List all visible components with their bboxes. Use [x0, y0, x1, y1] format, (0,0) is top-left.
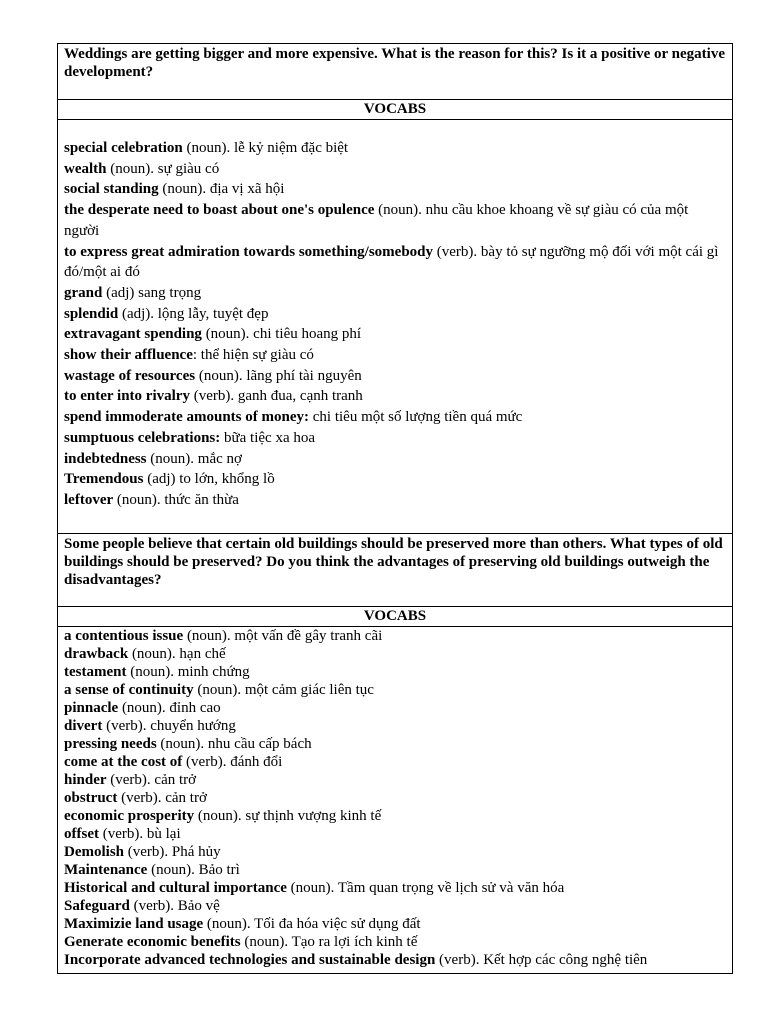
vocab-term: testament	[64, 664, 127, 680]
vocab-definition: (noun). lãng phí tài nguyên	[195, 367, 362, 384]
vocab-item	[64, 879, 726, 897]
vocab-item	[64, 449, 726, 470]
vocab-item	[64, 861, 726, 879]
vocab-term: come at the cost of	[64, 754, 183, 770]
vocab-term: show their affluence	[64, 347, 193, 364]
vocab-definition: (noun). sự thịnh vượng kinh tế	[194, 808, 382, 824]
vocab-term: spend immoderate amounts of money:	[64, 409, 309, 426]
vocab-item	[64, 324, 726, 345]
question-1: Weddings are getting bigger and more expensive. What is the reason for this? Is it a positive or negative development?	[58, 44, 732, 100]
vocab-item	[64, 627, 726, 645]
vocab-term: Demolish	[64, 844, 124, 860]
vocab-definition: (noun). đỉnh cao	[118, 700, 221, 716]
vocab-term: pinnacle	[64, 700, 119, 716]
vocab-definition: (noun). hạn chế	[128, 646, 226, 662]
vocab-item	[64, 645, 726, 663]
vocab-term: indebtedness	[64, 450, 147, 467]
vocab-item	[64, 681, 726, 699]
vocab-item	[64, 386, 726, 407]
vocab-term: economic prosperity	[64, 808, 195, 824]
vocab-definition: (noun). Bảo trì	[147, 862, 240, 878]
vocab-definition: : thể hiện sự giàu có	[192, 347, 314, 364]
vocab-term: obstruct	[64, 790, 118, 806]
vocab-item	[64, 951, 726, 969]
vocab-item	[64, 345, 726, 366]
vocab-definition: (noun). lễ kỷ niệm đặc biệt	[182, 140, 349, 156]
vocab-term: wealth	[64, 160, 107, 177]
question-2: Some people believe that certain old buildings should be preserved more than others. What types of old buildings should be preserved? Do you think the advantages of preserving old buildings outweigh the disadvantages?	[58, 534, 732, 607]
vocab-definition: (noun). một cảm giác liên tục	[193, 682, 374, 698]
vocab-term: to enter into rivalry	[64, 388, 190, 405]
vocab-item	[64, 179, 726, 200]
vocab-definition: (noun). sự giàu có	[106, 160, 220, 177]
vocab-definition: chi tiêu một số lượng tiền quá mức	[309, 409, 523, 426]
vocab-item	[64, 789, 726, 807]
vocab-term: offset	[64, 826, 99, 842]
vocab-term: a contentious issue	[64, 628, 184, 644]
vocab-item	[64, 490, 726, 511]
vocab-term: Maximizie land usage	[64, 916, 204, 932]
vocab-definition: (noun). Tối đa hóa việc sử dụng đất	[203, 916, 421, 932]
vocab-definition: (verb). bày tỏ sự ngưỡng mộ đối với một cái gì đó/một ai đó	[64, 243, 719, 281]
vocab-term: Historical and cultural importance	[64, 880, 287, 896]
vocab-term: sumptuous celebrations:	[64, 429, 221, 446]
vocab-definition: (noun). một vấn đề gây tranh cãi	[183, 628, 383, 644]
vocab-definition: (noun). minh chứng	[126, 664, 250, 680]
vocab-term: a sense of continuity	[64, 682, 194, 698]
vocab-term: social standing	[64, 181, 159, 198]
vocab-term: wastage of resources	[64, 367, 196, 384]
vocab-definition: (noun). Tạo ra lợi ích kinh tế	[240, 934, 418, 950]
vocab-list-1	[58, 120, 732, 534]
vocab-item	[64, 159, 726, 180]
vocab-definition: (noun). nhu cầu cấp bách	[156, 736, 312, 752]
vocab-definition: (noun). mắc nợ	[146, 450, 242, 467]
vocab-definition: bữa tiệc xa hoa	[220, 429, 316, 446]
vocab-definition: (verb). bù lại	[98, 826, 181, 842]
vocab-definition: (noun). chi tiêu hoang phí	[201, 326, 362, 343]
vocab-item	[64, 663, 726, 681]
vocab-item	[64, 304, 726, 325]
vocab-table	[57, 43, 733, 974]
vocab-item	[64, 933, 726, 951]
vocab-term: Maintenance	[64, 862, 148, 878]
vocab-term: leftover	[64, 491, 114, 508]
vocab-item	[64, 717, 726, 735]
vocab-term: Tremendous	[64, 471, 144, 488]
vocab-definition: (noun). địa vị xã hội	[158, 181, 285, 198]
vocab-item	[64, 242, 726, 283]
vocab-item	[64, 807, 726, 825]
vocab-definition: (verb). cản trở	[117, 790, 207, 806]
vocab-definition: (adj) sang trọng	[102, 284, 202, 301]
vocab-item	[64, 469, 726, 490]
vocab-item	[64, 735, 726, 753]
vocab-definition: (verb). ganh đua, cạnh tranh	[189, 388, 363, 405]
vocab-term: to express great admiration towards something/somebody	[64, 243, 434, 260]
vocab-definition: (verb). Bảo vệ	[129, 898, 220, 914]
vocabs-header-2: VOCABS	[58, 607, 732, 627]
vocab-list-2	[58, 627, 732, 973]
vocab-term: drawback	[64, 646, 129, 662]
vocab-definition: (noun). thức ăn thừa	[113, 491, 239, 508]
vocab-term: pressing needs	[64, 736, 157, 752]
vocab-term: grand	[64, 284, 103, 301]
vocab-definition: (verb). Phá hủy	[124, 844, 221, 860]
vocab-definition: (verb). cản trở	[106, 772, 197, 788]
vocab-definition: (noun). Tầm quan trọng về lịch sử và văn hóa	[286, 880, 565, 896]
vocab-term: Generate economic benefits	[64, 934, 241, 950]
vocab-item	[64, 200, 726, 241]
vocab-term: Incorporate advanced technologies and sustainable design	[64, 952, 436, 968]
vocab-definition: (adj). lộng lẫy, tuyệt đẹp	[118, 305, 269, 322]
vocabs-header-1: VOCABS	[58, 100, 732, 120]
vocab-item	[64, 843, 726, 861]
vocab-item	[64, 407, 726, 428]
vocab-item	[64, 366, 726, 387]
vocab-term: extravagant spending	[64, 326, 202, 343]
vocab-term: divert	[64, 718, 103, 734]
vocab-term: special celebration	[64, 140, 183, 156]
vocab-definition: (verb). chuyển hướng	[102, 718, 236, 734]
vocab-term: splendid	[64, 305, 119, 322]
vocab-item	[64, 897, 726, 915]
vocab-definition: (adj) to lớn, khổng lồ	[143, 471, 275, 488]
vocab-item	[64, 138, 726, 159]
vocab-item	[64, 825, 726, 843]
vocab-item	[64, 699, 726, 717]
vocab-term: Safeguard	[64, 898, 130, 914]
vocab-item	[64, 915, 726, 933]
vocab-definition: (verb). Kết hợp các công nghệ tiên	[435, 952, 648, 968]
vocab-item	[64, 771, 726, 789]
vocab-term: hinder	[64, 772, 107, 788]
vocab-item	[64, 753, 726, 771]
vocab-definition: (noun). nhu cầu khoe khoang về sự giàu có của một người	[64, 202, 689, 239]
vocab-term: the desperate need to boast about one's opulence	[64, 202, 375, 219]
vocab-item	[64, 283, 726, 304]
vocab-definition: (verb). đánh đổi	[182, 754, 283, 770]
vocab-item	[64, 428, 726, 449]
